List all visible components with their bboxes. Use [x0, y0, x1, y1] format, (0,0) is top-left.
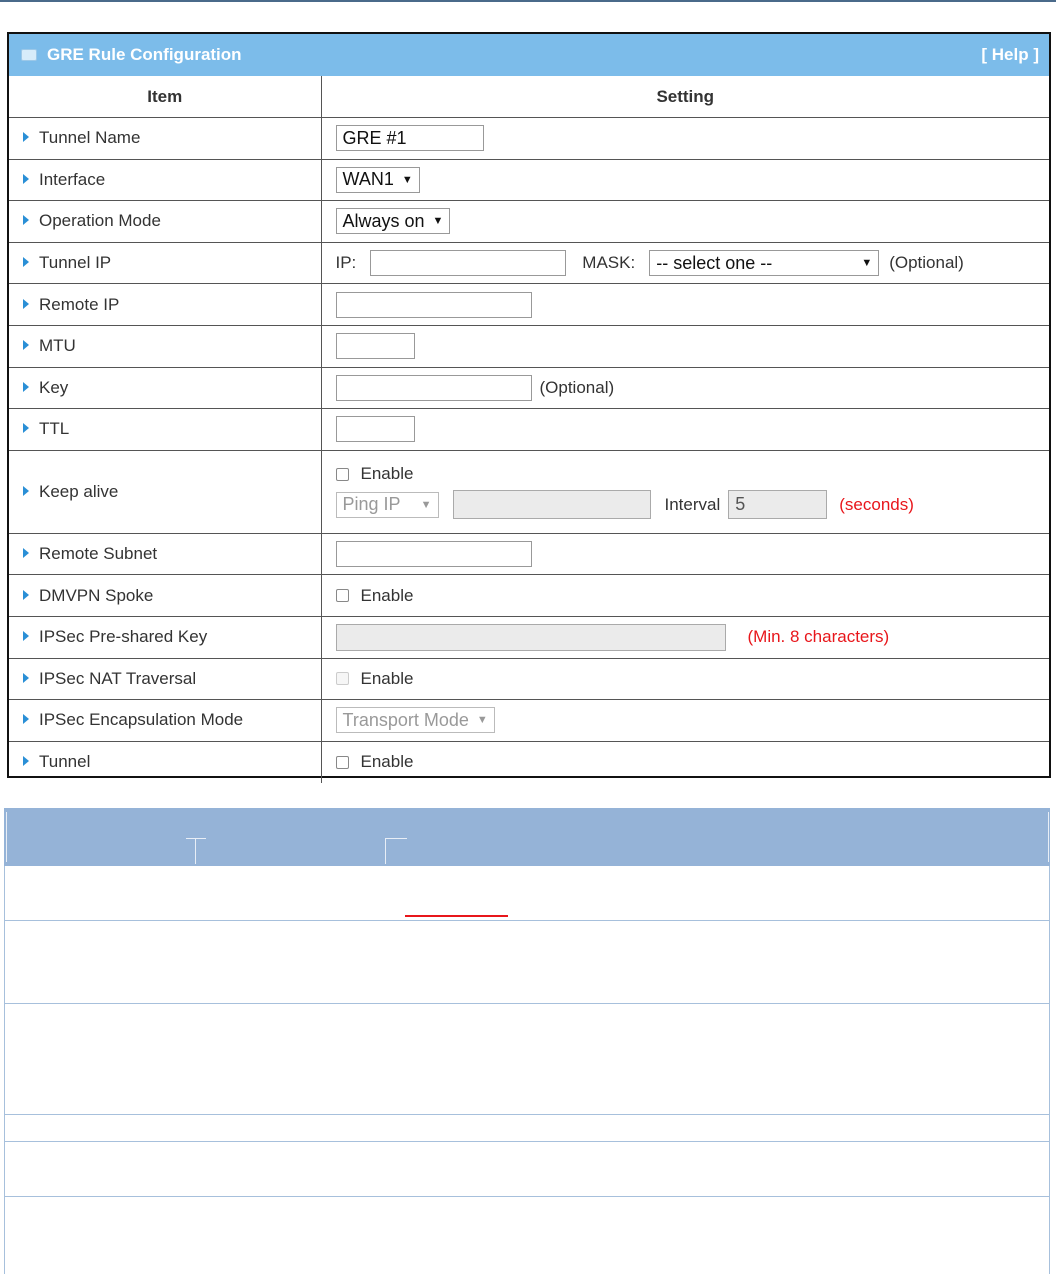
red-underline [405, 915, 508, 917]
bullet-triangle-icon [23, 299, 29, 309]
row-mtu [9, 325, 1049, 367]
row-label: Tunnel IP [39, 253, 112, 273]
tunnel-name-input[interactable] [336, 125, 484, 151]
row-label: IPSec Pre-shared Key [39, 627, 208, 647]
table-border-right [1049, 866, 1050, 1274]
row-label: IPSec NAT Traversal [39, 668, 197, 688]
interval-input[interactable] [728, 490, 827, 519]
row-tunnel-ip [9, 242, 1049, 284]
mtu-input[interactable] [336, 333, 415, 359]
row-label: Operation Mode [39, 211, 161, 231]
row-remote-ip [9, 284, 1049, 326]
operation-mode-selected-value: Always on [342, 210, 425, 231]
bullet-triangle-icon [23, 423, 29, 433]
row-label: MTU [39, 336, 76, 356]
top-rule [0, 0, 1056, 2]
ip-label: IP: [335, 253, 357, 273]
row-ipsec-preshared-key [9, 616, 1049, 658]
description-table-header [4, 808, 1050, 866]
row-label: Remote Subnet [39, 544, 158, 564]
encapsulation-selected-value: Transport Mode [342, 709, 469, 730]
bullet-triangle-icon [23, 548, 29, 558]
row-label: Tunnel Name [39, 128, 141, 148]
row-divider [4, 920, 1050, 921]
column-header-item: Item [9, 76, 321, 118]
enable-label: Enable [360, 752, 414, 772]
description-table [0, 808, 1056, 1274]
psk-hint: (Min. 8 characters) [747, 627, 890, 647]
help-link[interactable]: [ Help ] [981, 45, 1039, 64]
bullet-triangle-icon [23, 215, 29, 225]
chevron-down-icon: ▼ [476, 714, 488, 727]
chevron-down-icon: ▼ [420, 498, 432, 511]
bullet-triangle-icon [23, 714, 29, 724]
row-ipsec-encapsulation-mode [9, 700, 1049, 742]
remote-ip-input[interactable] [336, 292, 532, 318]
panel-toggle-icon[interactable] [21, 49, 37, 61]
column-header-setting: Setting [321, 76, 1049, 118]
operation-mode-select[interactable] [336, 208, 451, 234]
bullet-triangle-icon [23, 756, 29, 766]
row-label: TTL [39, 419, 70, 439]
row-divider [4, 1003, 1050, 1004]
chevron-down-icon: ▼ [401, 173, 413, 186]
row-tunnel [9, 741, 1049, 783]
ttl-input[interactable] [336, 416, 415, 442]
row-ttl [9, 409, 1049, 451]
row-operation-mode [9, 201, 1049, 243]
gre-rule-configuration-panel [7, 32, 1051, 778]
mask-select[interactable] [649, 250, 879, 276]
bullet-triangle-icon [23, 132, 29, 142]
dmvpn-spoke-enable-checkbox[interactable] [336, 589, 349, 602]
panel-title: GRE Rule Configuration [47, 45, 242, 64]
table-border-left [4, 866, 5, 1274]
row-label: Remote IP [39, 294, 120, 314]
panel-header [9, 34, 1049, 76]
keep-alive-method-value: Ping IP [342, 494, 401, 515]
row-interface [9, 159, 1049, 201]
config-table [9, 76, 1049, 783]
bullet-triangle-icon [23, 382, 29, 392]
row-remote-subnet [9, 533, 1049, 575]
enable-label: Enable [360, 585, 414, 605]
chevron-down-icon: ▼ [861, 257, 873, 270]
interface-select[interactable] [336, 167, 420, 193]
row-label: Key [39, 377, 69, 397]
ipsec-psk-input[interactable] [336, 624, 726, 651]
interval-label: Interval [664, 494, 721, 514]
seconds-unit: (seconds) [839, 494, 914, 514]
mask-label: MASK: [582, 253, 636, 273]
optional-note: (Optional) [889, 253, 964, 273]
row-label: Interface [39, 169, 106, 189]
bullet-triangle-icon [23, 257, 29, 267]
ipsec-encapsulation-select[interactable] [336, 707, 495, 733]
key-input[interactable] [336, 375, 532, 401]
tunnel-enable-checkbox[interactable] [336, 756, 349, 769]
chevron-down-icon: ▼ [432, 215, 444, 228]
row-label: Tunnel [39, 752, 91, 772]
column-marker [6, 812, 7, 862]
bullet-triangle-icon [23, 673, 29, 683]
keep-alive-enable-checkbox[interactable] [336, 468, 349, 481]
row-keep-alive [9, 450, 1049, 533]
row-ipsec-nat-traversal [9, 658, 1049, 700]
optional-note: (Optional) [539, 377, 615, 397]
column-marker [186, 838, 206, 839]
row-dmvpn-spoke [9, 575, 1049, 617]
bullet-triangle-icon [23, 340, 29, 350]
bullet-triangle-icon [23, 590, 29, 600]
row-label: Keep alive [39, 481, 119, 501]
column-marker [385, 838, 386, 864]
row-label: IPSec Encapsulation Mode [39, 710, 244, 730]
bullet-triangle-icon [23, 486, 29, 496]
keep-alive-method-select[interactable] [336, 492, 439, 518]
interface-selected-value: WAN1 [342, 169, 394, 190]
bullet-triangle-icon [23, 174, 29, 184]
column-marker [385, 838, 407, 839]
row-divider [4, 1141, 1050, 1142]
column-marker [195, 838, 196, 864]
enable-label: Enable [360, 464, 414, 484]
row-divider [4, 1196, 1050, 1197]
enable-label: Enable [360, 668, 414, 688]
column-marker [1048, 812, 1049, 862]
tunnel-ip-input[interactable] [370, 250, 566, 276]
row-label: DMVPN Spoke [39, 585, 154, 605]
row-divider [4, 1114, 1050, 1115]
row-key [9, 367, 1049, 409]
keep-alive-target-input[interactable] [453, 490, 651, 519]
bullet-triangle-icon [23, 631, 29, 641]
remote-subnet-input[interactable] [336, 541, 532, 567]
ipsec-nat-enable-checkbox[interactable] [336, 672, 349, 685]
row-tunnel-name [9, 118, 1049, 160]
mask-selected-value: -- select one -- [656, 252, 773, 273]
